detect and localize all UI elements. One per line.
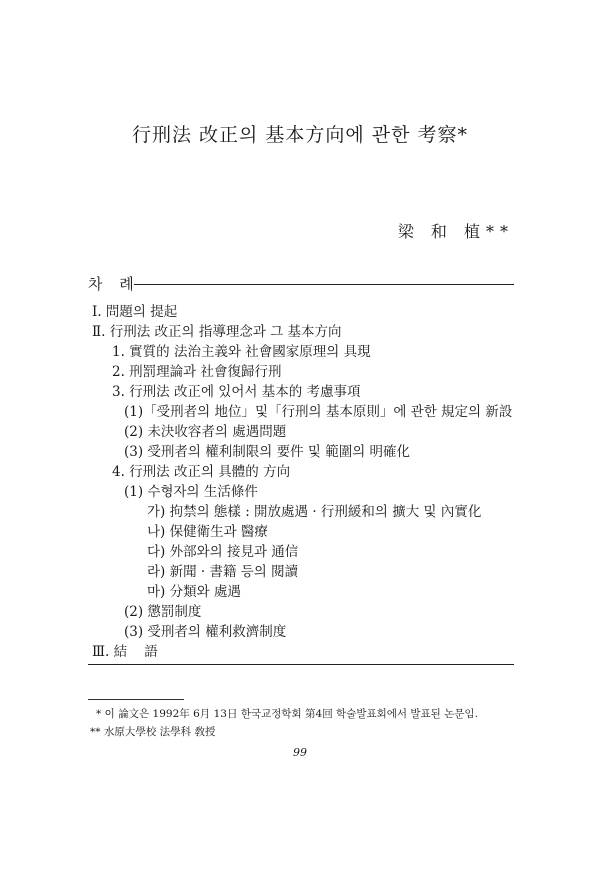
toc-item: (1) 수형자의 生活條件 bbox=[124, 484, 258, 500]
toc-item: Ⅰ. 問題의 提起 bbox=[92, 304, 178, 320]
toc-item: 가) 拘禁의 態樣 : 開放處遇 · 行刑緩和의 擴大 및 內實化 bbox=[147, 504, 482, 520]
toc-item: 다) 外部와의 接見과 通信 bbox=[147, 544, 299, 560]
toc-item: 마) 分類와 處遇 bbox=[147, 584, 241, 600]
toc-bottom-rule bbox=[88, 664, 514, 665]
toc-item: 3. 行刑法 改正에 있어서 基本的 考慮事項 bbox=[112, 384, 361, 400]
author-name: 梁 和 植** bbox=[397, 222, 514, 241]
toc-item: Ⅱ. 行刑法 改正의 指導理念과 그 基本方向 bbox=[92, 324, 342, 340]
footnote-1: * 이 論文은 1992年 6月 13日 한국교정학회 第4回 학술발표회에서 발표된 논문임. bbox=[96, 708, 478, 720]
toc-item: Ⅲ. 結 語 bbox=[92, 644, 158, 660]
page-number: 99 bbox=[293, 746, 307, 759]
toc-item: (2) 懲罰制度 bbox=[124, 604, 202, 620]
toc-item: 4. 行刑法 改正의 具體的 方向 bbox=[112, 464, 291, 480]
paper-title: 行刑法 改正의 基本方向에 관한 考察* bbox=[131, 124, 469, 146]
toc-item: (1)「受刑者의 地位」및「行刑의 基本原則」에 관한 規定의 新設 bbox=[124, 404, 513, 420]
toc-heading: 차 례 bbox=[88, 275, 140, 293]
toc-item: 1. 實質的 法治主義와 社會國家原理의 具現 bbox=[112, 344, 371, 360]
toc-item: 나) 保健衛生과 醫療 bbox=[147, 524, 268, 540]
toc-heading-rule bbox=[134, 284, 514, 285]
toc-item: 라) 新聞 · 書籍 등의 閱讀 bbox=[147, 564, 299, 580]
toc-item: 2. 刑罰理論과 社會復歸行刑 bbox=[112, 364, 282, 380]
footnote-2: ** 水原大學校 法學科 敎授 bbox=[90, 726, 216, 738]
toc-item: (3) 受刑者의 權利制限의 要件 및 範圍의 明確化 bbox=[124, 444, 411, 460]
footnote-rule bbox=[88, 699, 184, 700]
toc-item: (2) 未決收容者의 處遇問題 bbox=[124, 424, 287, 440]
toc-item: (3) 受刑者의 權利救濟制度 bbox=[124, 624, 287, 640]
